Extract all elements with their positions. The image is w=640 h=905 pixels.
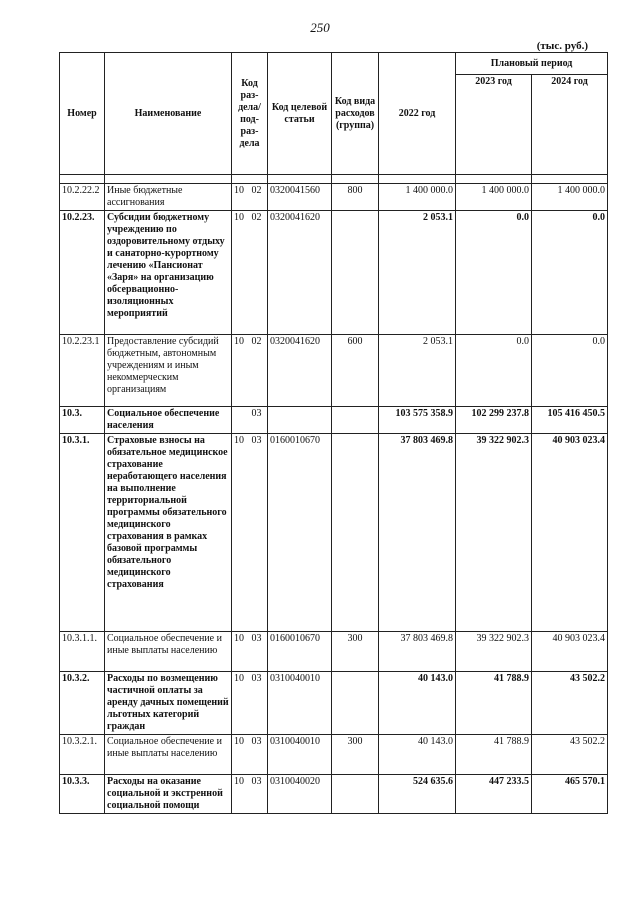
row-number: 10.3.2.1. [60, 735, 105, 775]
row-target-code: 0320041560 [268, 184, 332, 211]
table-row [60, 335, 608, 407]
page-number: 250 [310, 20, 330, 35]
row-target-code: 0160010670 [268, 632, 332, 672]
row-value-2022: 2 053.1 [379, 211, 456, 335]
row-value-2023: 41 788.9 [456, 672, 532, 735]
row-expense-code [332, 407, 379, 434]
row-number: 10.3. [60, 407, 105, 434]
row-subsection: 03 [250, 735, 268, 775]
header-planned: Плановый период [456, 53, 608, 75]
row-section: 10 [232, 735, 250, 775]
table-row [60, 775, 608, 814]
header-section: Код раз-дела/ под-раз-дела [232, 53, 268, 175]
row-expense-code [332, 775, 379, 814]
row-section: 10 [232, 672, 250, 735]
row-expense-code: 600 [332, 335, 379, 407]
row-target-code: 0320041620 [268, 211, 332, 335]
row-target-code: 0160010670 [268, 434, 332, 632]
row-name: Предоставление субсидий бюджетным, автономным учреждениям и иным некоммерческим организациям [105, 335, 232, 407]
row-number: 10.3.2. [60, 672, 105, 735]
table-row [60, 184, 608, 211]
table-row [60, 434, 608, 632]
row-section: 10 [232, 434, 250, 632]
header-2024: 2024 год [532, 75, 608, 175]
row-expense-code [332, 672, 379, 735]
row-value-2024: 0.0 [532, 335, 608, 407]
row-subsection: 03 [250, 434, 268, 632]
row-target-code: 0310040010 [268, 735, 332, 775]
row-subsection: 02 [250, 184, 268, 211]
row-name: Социальное обеспечение и иные выплаты населению [105, 632, 232, 672]
row-section: 10 [232, 211, 250, 335]
row-section: 10 [232, 632, 250, 672]
row-value-2024: 40 903 023.4 [532, 434, 608, 632]
row-subsection: 03 [250, 672, 268, 735]
table-body [60, 175, 608, 814]
row-value-2024: 43 502.2 [532, 672, 608, 735]
row-name: Страховые взносы на обязательное медицинское страхование неработающего населения на выполнение территориальной программы обязательного медицинского страхования в рамках базовой программы обязательного медицинского страхования [105, 434, 232, 632]
row-name: Расходы на оказание социальной и экстренной социальной помощи [105, 775, 232, 814]
row-target-code: 0310040020 [268, 775, 332, 814]
row-subsection: 03 [250, 407, 268, 434]
row-value-2024: 40 903 023.4 [532, 632, 608, 672]
table-row [60, 632, 608, 672]
row-name: Социальное обеспечение и иные выплаты населению [105, 735, 232, 775]
row-number: 10.3.3. [60, 775, 105, 814]
row-number: 10.2.23. [60, 211, 105, 335]
row-target-code: 0310040010 [268, 672, 332, 735]
row-value-2022: 524 635.6 [379, 775, 456, 814]
row-subsection: 02 [250, 211, 268, 335]
row-expense-code: 300 [332, 632, 379, 672]
row-value-2024: 1 400 000.0 [532, 184, 608, 211]
table-row [60, 672, 608, 735]
row-name: Расходы по возмещению частичной оплаты за аренду дачных помещений льготных категорий граждан [105, 672, 232, 735]
row-value-2023: 0.0 [456, 335, 532, 407]
budget-table [59, 52, 608, 814]
row-expense-code: 300 [332, 735, 379, 775]
row-number: 10.3.1.1. [60, 632, 105, 672]
row-expense-code [332, 434, 379, 632]
row-value-2022: 1 400 000.0 [379, 184, 456, 211]
row-number: 10.3.1. [60, 434, 105, 632]
row-target-code [268, 407, 332, 434]
row-value-2023: 39 322 902.3 [456, 632, 532, 672]
header-target: Код целевой статьи [268, 53, 332, 175]
header-number: Номер [60, 53, 105, 175]
row-expense-code: 800 [332, 184, 379, 211]
table-row [60, 407, 608, 434]
row-value-2022: 37 803 469.8 [379, 632, 456, 672]
row-section: 10 [232, 184, 250, 211]
header-2022: 2022 год [379, 53, 456, 175]
row-section [232, 407, 250, 434]
row-value-2022: 2 053.1 [379, 335, 456, 407]
header-name: Наименование [105, 53, 232, 175]
header-expense: Код вида расходов (группа) [332, 53, 379, 175]
row-name: Социальное обеспечение населения [105, 407, 232, 434]
row-subsection: 02 [250, 335, 268, 407]
row-value-2022: 37 803 469.8 [379, 434, 456, 632]
row-value-2024: 0.0 [532, 211, 608, 335]
row-number: 10.2.22.2 [60, 184, 105, 211]
row-value-2022: 40 143.0 [379, 735, 456, 775]
row-target-code: 0320041620 [268, 335, 332, 407]
table-row [60, 735, 608, 775]
row-section: 10 [232, 335, 250, 407]
row-number: 10.2.23.1 [60, 335, 105, 407]
row-value-2023: 1 400 000.0 [456, 184, 532, 211]
row-section: 10 [232, 775, 250, 814]
row-value-2023: 102 299 237.8 [456, 407, 532, 434]
row-value-2023: 39 322 902.3 [456, 434, 532, 632]
units-label: (тыс. руб.) [536, 40, 588, 52]
row-value-2024: 465 570.1 [532, 775, 608, 814]
row-value-2024: 43 502.2 [532, 735, 608, 775]
table-row [60, 211, 608, 335]
row-value-2022: 40 143.0 [379, 672, 456, 735]
header-2023: 2023 год [456, 75, 532, 175]
row-value-2023: 41 788.9 [456, 735, 532, 775]
row-value-2024: 105 416 450.5 [532, 407, 608, 434]
row-subsection: 03 [250, 775, 268, 814]
row-value-2022: 103 575 358.9 [379, 407, 456, 434]
row-value-2023: 447 233.5 [456, 775, 532, 814]
row-value-2023: 0.0 [456, 211, 532, 335]
row-subsection: 03 [250, 632, 268, 672]
row-expense-code [332, 211, 379, 335]
row-name: Иные бюджетные ассигнования [105, 184, 232, 211]
row-name: Субсидии бюджетному учреждению по оздоровительному отдыху и санаторно-курортному лечению «Пансионат «Заря» на организацию обсервационно-изоляционных мероприятий [105, 211, 232, 335]
